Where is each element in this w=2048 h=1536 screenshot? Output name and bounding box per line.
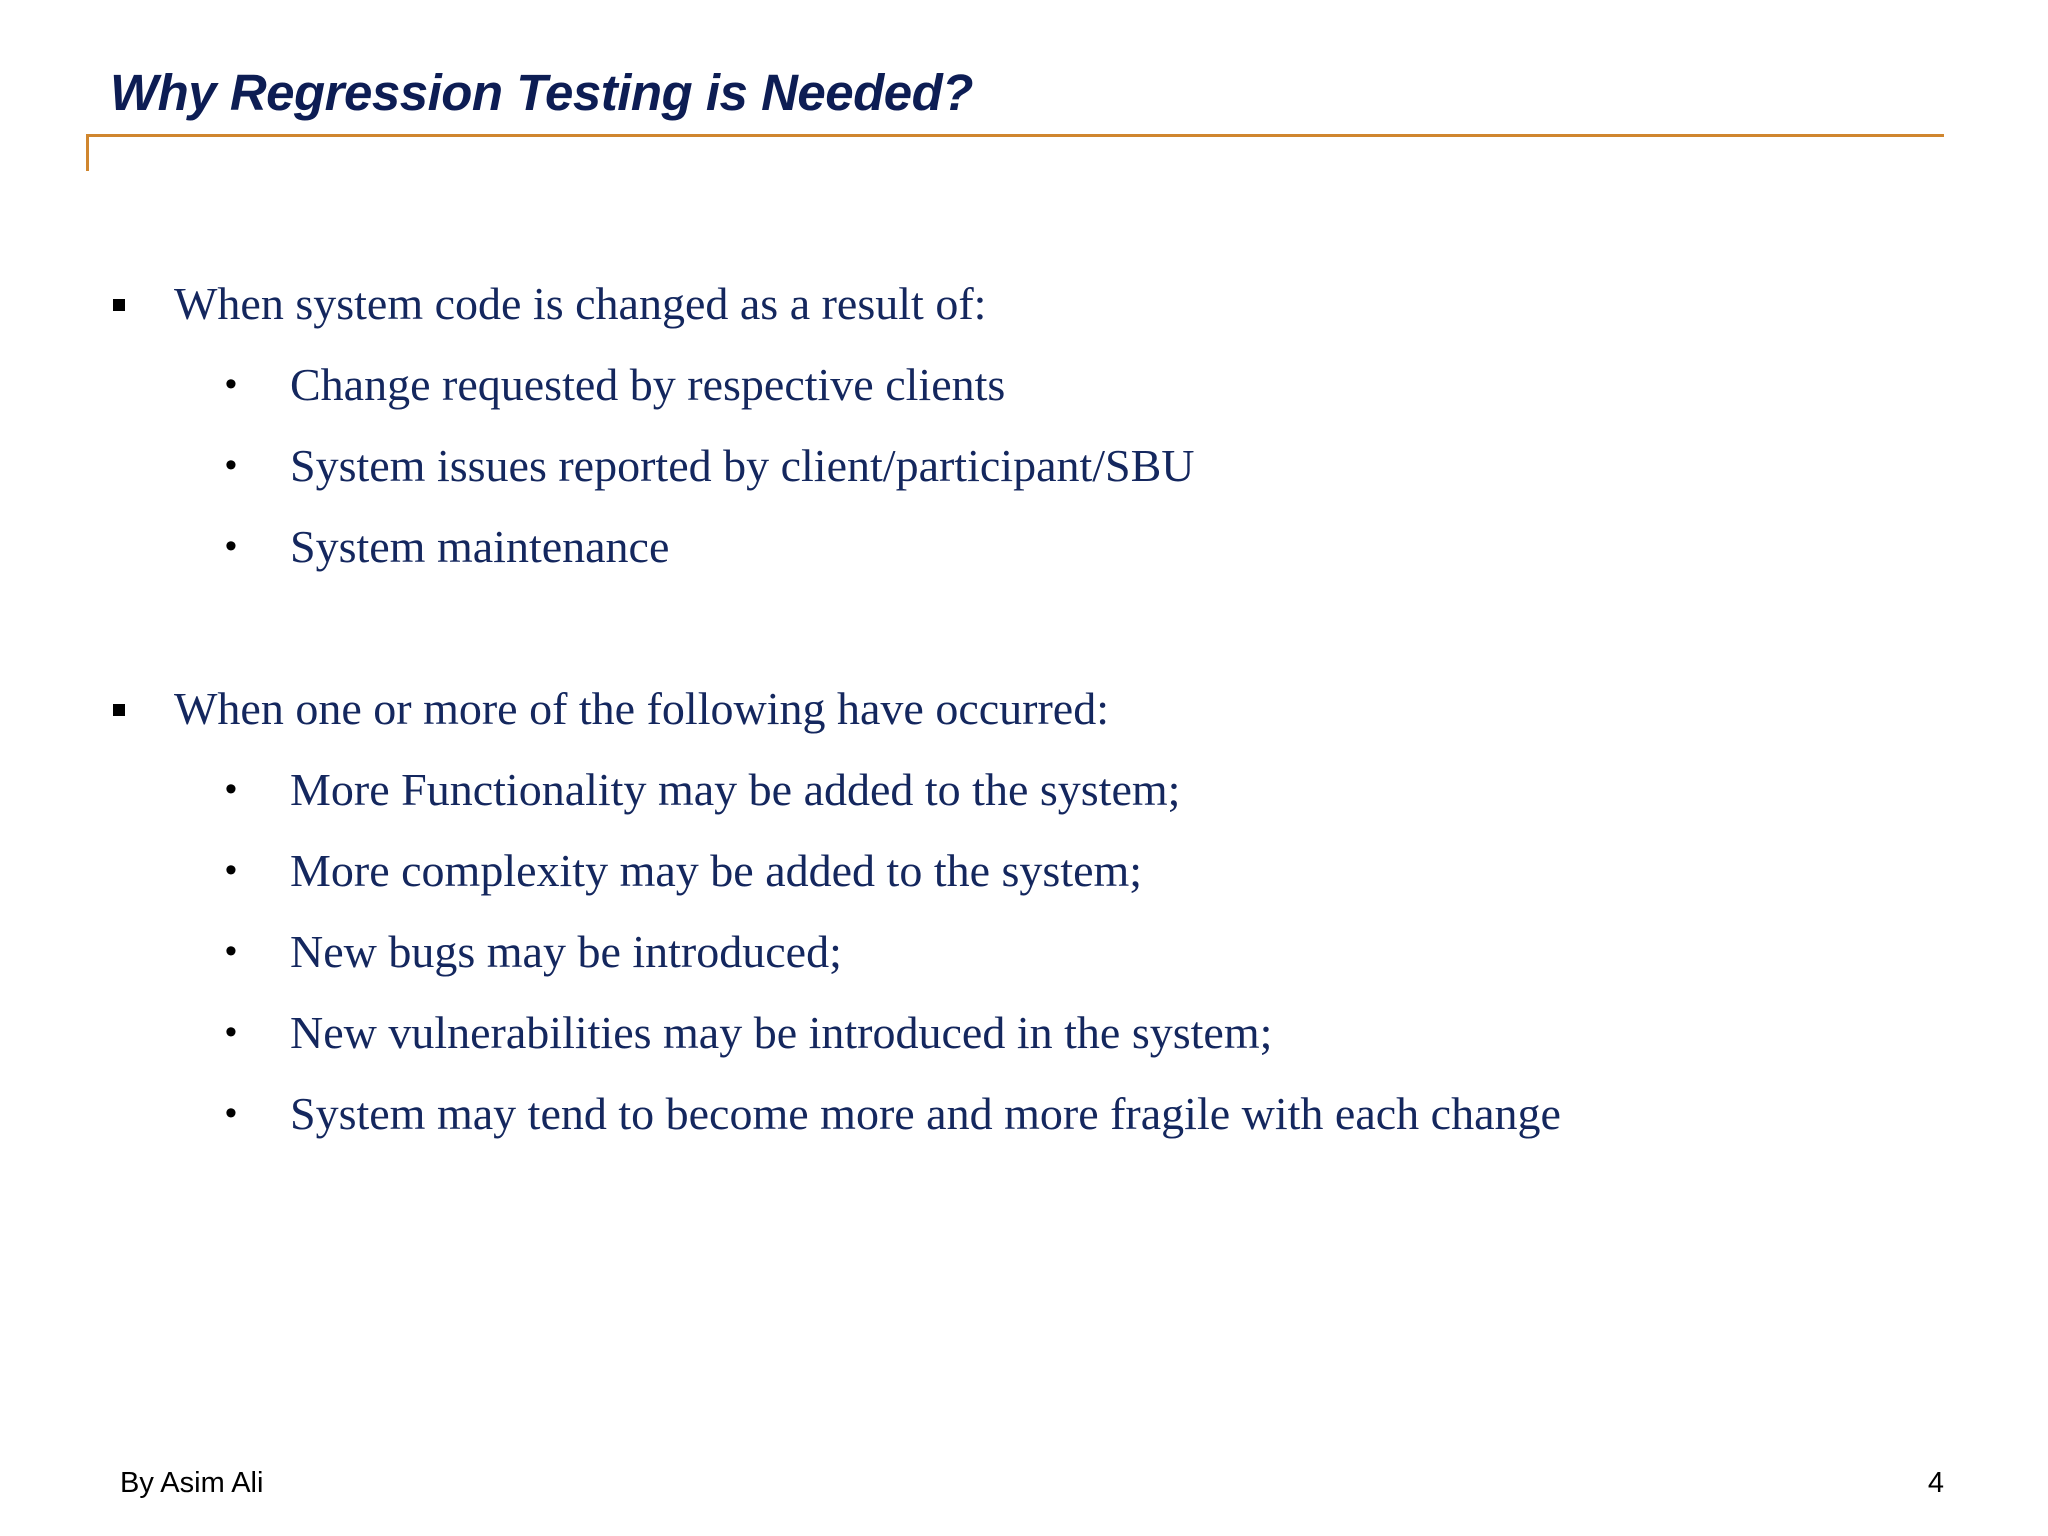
square-bullet-icon [113,299,125,311]
list-item-text: More complexity may be added to the system; [290,845,1143,896]
slide-title: Why Regression Testing is Needed? [110,64,973,121]
list-item-text: New vulnerabilities may be introduced in the system; [290,1007,1273,1058]
list-item-text: New bugs may be introduced; [290,926,842,977]
list-item-text: System issues reported by client/participant/SBU [290,440,1195,491]
round-bullet-icon: • [225,446,237,484]
section-heading-text: When one or more of the following have occurred: [174,683,1109,734]
list-item-text: System maintenance [290,521,670,572]
list-item-text: Change requested by respective clients [290,359,1006,410]
page-number: 4 [1927,1467,1944,1499]
list-item-text: System may tend to become more and more fragile with each change [290,1088,1561,1139]
list-item-text: More Functionality may be added to the system; [290,764,1181,815]
round-bullet-icon: • [225,365,237,403]
section-heading-text: When system code is changed as a result of: [174,278,987,329]
round-bullet-icon: • [225,932,237,970]
footer-author: By Asim Ali [120,1467,264,1499]
square-bullet-icon [113,704,125,716]
round-bullet-icon: • [225,1013,237,1051]
round-bullet-icon: • [225,527,237,565]
round-bullet-icon: • [225,1094,237,1132]
round-bullet-icon: • [225,770,237,808]
round-bullet-icon: • [225,851,237,889]
